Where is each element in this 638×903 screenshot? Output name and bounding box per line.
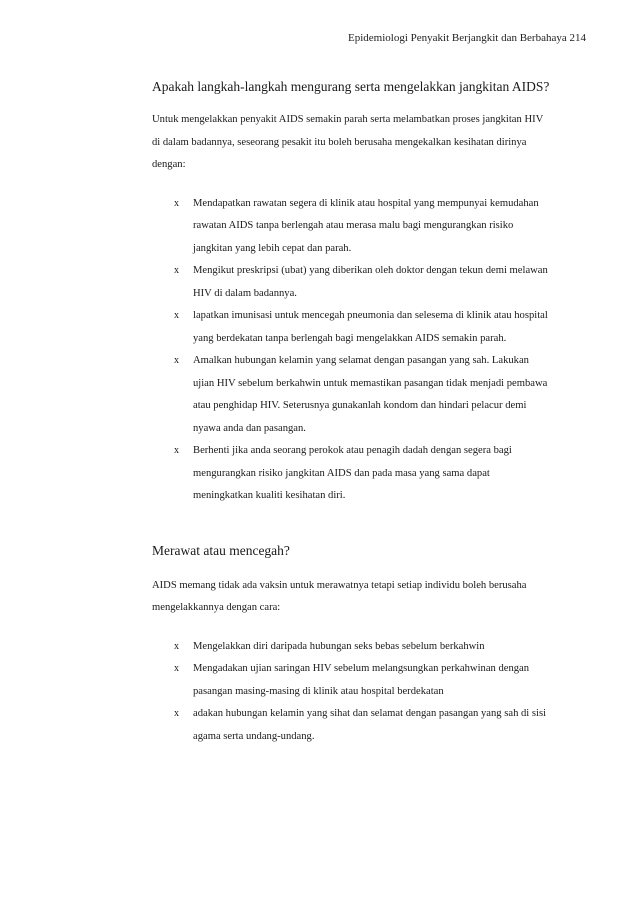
running-header: Epidemiologi Penyakit Berjangkit dan Berbahaya 214 — [348, 32, 586, 44]
bullet-mark: x — [174, 310, 179, 321]
section-title: Merawat atau mencegah? — [152, 542, 290, 558]
section-intro: AIDS memang tidak ada vaksin untuk merawatnya tetapi setiap individu boleh berusaha mengelakkannya dengan cara: — [152, 579, 527, 613]
section-title: Apakah langkah-langkah mengurang serta mengelakkan jangkitan AIDS? — [152, 79, 550, 94]
list-item-text: lapatkan imunisasi untuk mencegah pneumonia dan selesema di klinik atau hospital yang berdekatan tanpa berlengah bagi mengelakkan AIDS semakin parah. — [193, 310, 548, 344]
list-item — [152, 636, 552, 659]
bullet-mark: x — [174, 663, 179, 674]
bullet-list — [152, 193, 552, 508]
list-item — [152, 260, 552, 305]
section-treatment — [152, 542, 552, 749]
list-item — [152, 350, 552, 440]
bullet-mark: x — [174, 197, 179, 209]
list-item-text: Amalkan hubungan kelamin yang selamat dengan pasangan yang sah. Lakukan ujian HIV sebelum berkahwin untuk memastikan pasangan tidak menjadi pembawa atau penghidap HIV. Seterusnya gunakanlah kondom dan hindari pelacur demi nyawa anda dan pasangan. — [193, 355, 548, 434]
bullet-mark: x — [174, 640, 179, 652]
list-item-text: Mengikut preskripsi (ubat) yang diberikan oleh doktor dengan tekun demi melawan HIV di dalam badannya. — [193, 265, 548, 299]
list-item — [152, 440, 552, 508]
list-item — [152, 193, 552, 261]
bullet-mark: x — [174, 708, 179, 719]
section-intro: Untuk mengelakkan penyakit AIDS semakin parah serta melambatkan proses jangkitan HIV di dalam badannya, seseorang pesakit itu boleh berusaha mengekalkan kesihatan dirinya dengan: — [152, 114, 544, 170]
list-item-text: Mengadakan ujian saringan HIV sebelum melangsungkan perkahwinan dengan pasangan masing-masing di klinik atau hospital berdekatan — [193, 663, 530, 697]
bullet-mark: x — [174, 445, 179, 456]
bullet-list — [152, 636, 552, 749]
list-item-text: Berhenti jika anda seorang perokok atau penagih dadah dengan segera bagi mengurangkan risiko jangkitan AIDS dan pada masa yang sama dapat meningkatkan kualiti kesihatan diri. — [193, 445, 512, 501]
list-item — [152, 658, 552, 703]
list-item — [152, 703, 552, 748]
page-content — [152, 78, 552, 748]
list-item — [152, 305, 552, 350]
bullet-mark: x — [174, 265, 179, 276]
section-prevention — [152, 78, 552, 508]
list-item-text: Mendapatkan rawatan segera di klinik atau hospital yang mempunyai kemudahan rawatan AIDS tanpa berlengah atau merasa malu bagi mengurangkan risiko jangkitan yang lebih cepat dan parah. — [193, 197, 539, 254]
list-item-text: adakan hubungan kelamin yang sihat dan selamat dengan pasangan yang sah di sisi agama serta undang-undang. — [193, 708, 547, 742]
list-item-text: Mengelakkan diri daripada hubungan seks bebas sebelum berkahwin — [193, 640, 485, 652]
bullet-mark: x — [174, 355, 179, 366]
